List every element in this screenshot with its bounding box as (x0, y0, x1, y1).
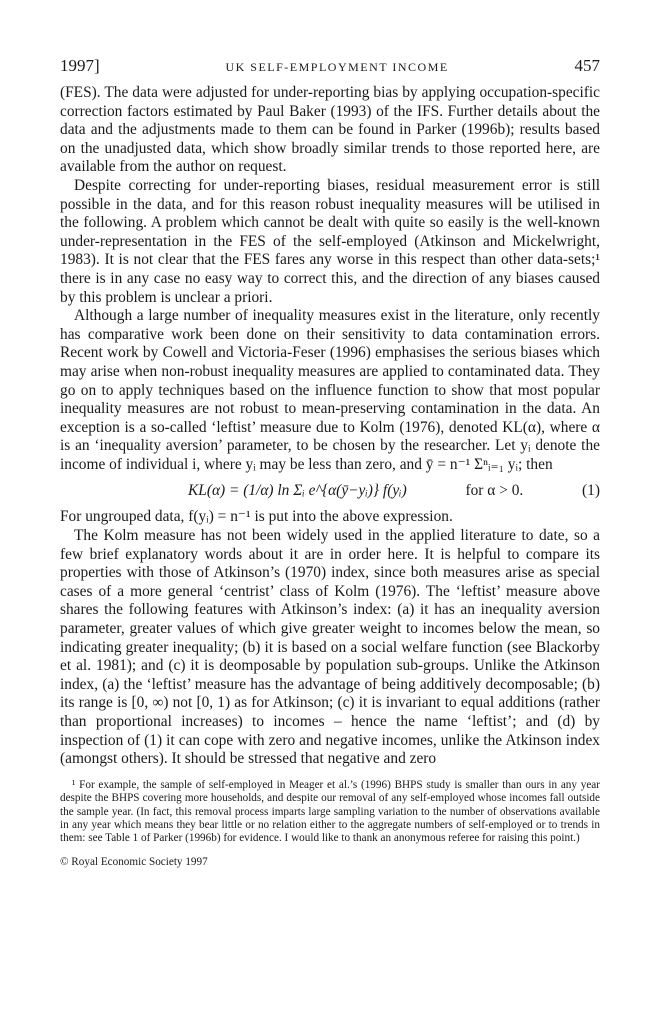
paragraph-1: (FES). The data were adjusted for under-reporting bias by applying occupation-specific correction factors estimated by Paul Baker (1993) of the IFS. Further details about the data and the adjustments made to them can be found in Parker (1996b); results based on the unadjusted data, which show broadly similar trends to those reported here, are available from the author on request. (60, 84, 600, 176)
page (60, 56, 600, 868)
page-number: 457 (574, 56, 600, 75)
equation-number: (1) (582, 482, 600, 500)
equation-formula: KL(α) = (1/α) ln Σᵢ e^{α(ȳ−yᵢ)} f(yᵢ) (188, 482, 407, 500)
equation-1 (60, 474, 600, 508)
article-body (60, 84, 600, 769)
paragraph-3: Although a large number of inequality measures exist in the literature, only recently has comparative work been done on their sensitivity to data contamination errors. Recent work by Cowell and Victoria-Feser (1996) emphasises the serious biases which may arise when non-robust inequality measures are applied to contaminated data. They go on to apply techniques based on the influence function to show that most popular inequality measures are not robust to mean-preserving contamination in the data. An exception is a so-called ‘leftist’ measure due to Kolm (1976), denoted KL(α), where α is an ‘inequality aversion’ parameter, to be chosen by the researcher. Let yᵢ denote the income of individual i, where yᵢ may be less than zero, and ȳ = n⁻¹ Σⁿᵢ₌₁ yᵢ; then (60, 307, 600, 473)
paragraph-2: Despite correcting for under-reporting biases, residual measurement error is still possible in the data, and for this reason robust inequality measures will be utilised in the following. A problem which cannot be dealt with quite so easily is the well-known under-representation in the FES of the self-employed (Atkinson and Mickelwright, 1983). It is not clear that the FES fares any worse in this respect than other data-sets;¹ there is in any case no easy way to correct this, and the direction of any biases caused by this problem is unclear a priori. (60, 176, 600, 306)
paragraph-4: For ungrouped data, f(yᵢ) = n⁻¹ is put into the above expression. (60, 508, 453, 526)
header-year: 1997] (60, 56, 100, 75)
running-header (60, 56, 600, 78)
running-title: UK SELF-EMPLOYMENT INCOME (225, 60, 449, 74)
paragraph-5: The Kolm measure has not been widely used in the applied literature to date, so a few brief explanatory words about it are in order here. It is helpful to compare its properties with those of Atkinson’s (1970) index, since both measures arise as special cases of a more general ‘centrist’ class of Kolm (1976). The ‘leftist’ measure above shares the following features with Atkinson’s index: (a) it has an inequality aversion parameter, greater values of which give greater weight to incomes below the mean, so indicating greater inequality; (b) it is based on a social welfare function (see Blackorby et al. 1981); and (c) it is deomposable by population sub-groups. Unlike the Atkinson index, (a) the ‘leftist’ measure has the advantage of being additively decomposable; (b) its range is [0, ∞) not [0, 1) as for Atkinson; (c) it is invariant to equal additions (rather than proportional increases) to incomes – hence the name ‘leftist’; and (d) by inspection of (1) it can cope with zero and negative incomes, unlike the Atkinson index (amongst others). It should be stressed that negative and zero (60, 527, 600, 768)
copyright-notice: © Royal Economic Society 1997 (60, 855, 208, 868)
footnote-1: ¹ For example, the sample of self-employed in Meager et al.’s (1996) BHPS study is smaller than ours in any year despite the BHPS covering more households, and despite our removal of any self-employed whose incomes fall outside the sample year. (In fact, this removal process imparts large sampling variation to the number of observations available in any year which means they bear little or no relation either to the aggregate numbers of self-employed or to trends in them: see Table 1 of Parker (1996b) for evidence. I would like to thank an anonymous referee for raising this point.) (60, 778, 600, 845)
equation-condition: for α > 0. (465, 482, 524, 500)
